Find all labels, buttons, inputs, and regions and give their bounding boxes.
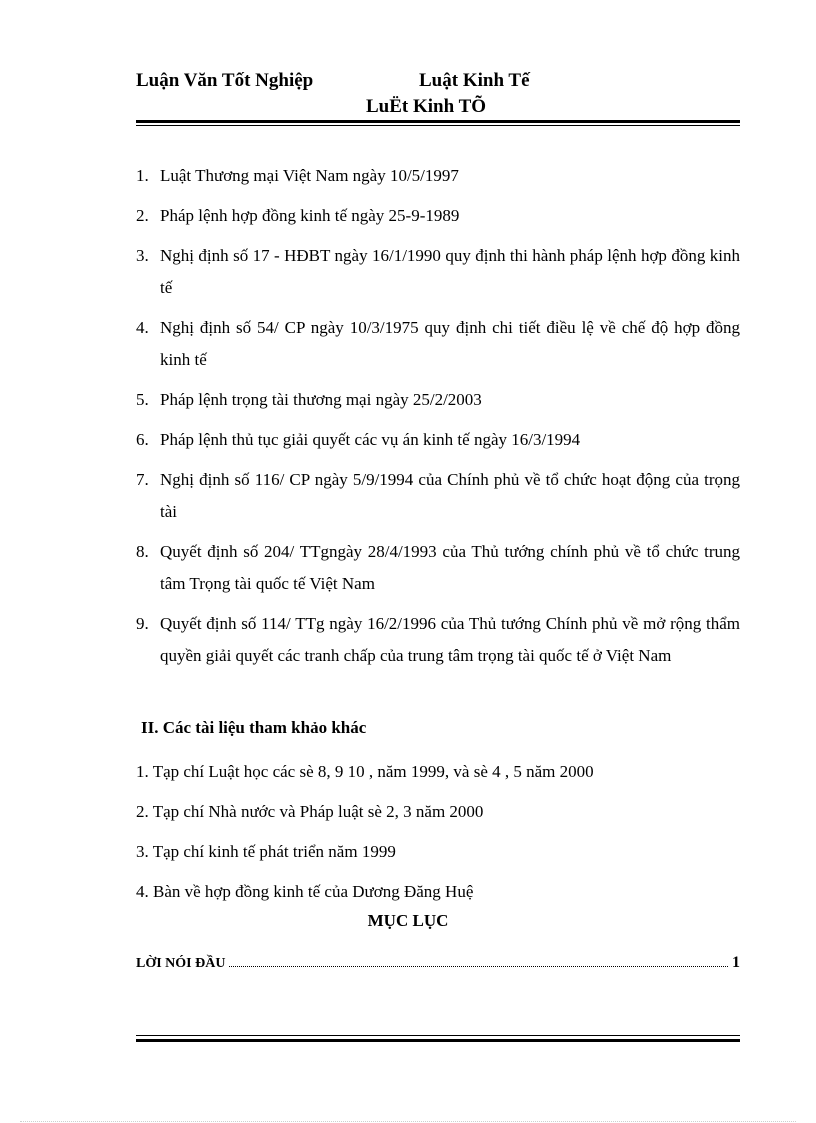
toc-page-number: 1 bbox=[732, 954, 740, 971]
reference-item bbox=[136, 240, 740, 304]
reference-number: 8. bbox=[136, 542, 149, 561]
reference-text: Nghị định số 116/ CP ngày 5/9/1994 của Chính phủ về tổ chức hoạt động của trọng tài bbox=[160, 470, 740, 521]
reference-item bbox=[136, 424, 740, 456]
header-subtitle: LuËt Kinh TÕ bbox=[366, 96, 487, 117]
reference-number: 5. bbox=[136, 390, 149, 409]
header-rule-thin bbox=[136, 125, 740, 126]
other-reference-item: 2. Tạp chí Nhà nước và Pháp luật sè 2, 3 năm 2000 bbox=[136, 802, 484, 821]
header-title-left: Luận Văn Tốt Nghiệp bbox=[136, 70, 314, 91]
reference-text: Nghị định số 17 - HĐBT ngày 16/1/1990 quy định thi hành pháp lệnh hợp đồng kinh tế bbox=[160, 246, 740, 297]
toc-entry-label: LỜI NÓI ĐẦU bbox=[136, 956, 226, 971]
reference-number: 2. bbox=[136, 206, 149, 225]
reference-item bbox=[136, 536, 740, 600]
reference-item bbox=[136, 384, 740, 416]
other-reference-item: 4. Bàn về hợp đồng kinh tế của Dương Đăng Huệ bbox=[136, 882, 474, 901]
page-edge-divider bbox=[20, 1121, 796, 1122]
other-reference-item: 3. Tạp chí kinh tế phát triển năm 1999 bbox=[136, 842, 396, 861]
footer-rule-thin bbox=[136, 1035, 740, 1036]
reference-text: Pháp lệnh trọng tài thương mại ngày 25/2/2003 bbox=[160, 390, 482, 409]
header-rule-thick bbox=[136, 120, 740, 123]
other-reference-item: 1. Tạp chí Luật học các sè 8, 9 10 , năm 1999, và sè 4 , 5 năm 2000 bbox=[136, 762, 594, 781]
reference-text: Pháp lệnh hợp đồng kinh tế ngày 25-9-1989 bbox=[160, 206, 460, 225]
reference-item bbox=[136, 464, 740, 528]
reference-text: Pháp lệnh thủ tục giải quyết các vụ án kinh tế ngày 16/3/1994 bbox=[160, 430, 581, 449]
reference-item bbox=[136, 608, 740, 672]
reference-number: 9. bbox=[136, 614, 149, 633]
toc-title: MỤC LỤC bbox=[367, 911, 449, 930]
reference-item bbox=[136, 312, 740, 376]
reference-text: Nghị định số 54/ CP ngày 10/3/1975 quy định chi tiết điều lệ về chế độ hợp đồng kinh tế bbox=[160, 318, 740, 369]
reference-item bbox=[136, 160, 740, 192]
header-title-right: Luật Kinh Tế bbox=[419, 70, 530, 91]
section-heading: II. Các tài liệu tham khảo khác bbox=[141, 718, 367, 737]
reference-number: 4. bbox=[136, 318, 149, 337]
reference-number: 1. bbox=[136, 166, 149, 185]
reference-text: Quyết định số 204/ TTgngày 28/4/1993 của Thủ tướng chính phủ về tổ chức trung tâm Trọng tài quốc tế Việt Nam bbox=[160, 542, 740, 593]
toc-leader-dots bbox=[229, 965, 728, 967]
reference-list bbox=[136, 160, 740, 680]
reference-number: 7. bbox=[136, 470, 149, 489]
reference-item bbox=[136, 200, 740, 232]
reference-text: Quyết định số 114/ TTg ngày 16/2/1996 của Thủ tướng Chính phủ về mở rộng thẩm quyền giải quyết các tranh chấp của trung tâm trọng tài quốc tế ở Việt Nam bbox=[160, 614, 740, 665]
reference-number: 6. bbox=[136, 430, 149, 449]
other-references-list bbox=[136, 756, 740, 916]
reference-number: 3. bbox=[136, 246, 149, 265]
reference-text: Luật Thương mại Việt Nam ngày 10/5/1997 bbox=[160, 166, 459, 185]
footer-rule-thick bbox=[136, 1039, 740, 1042]
toc-entry[interactable] bbox=[136, 954, 740, 972]
